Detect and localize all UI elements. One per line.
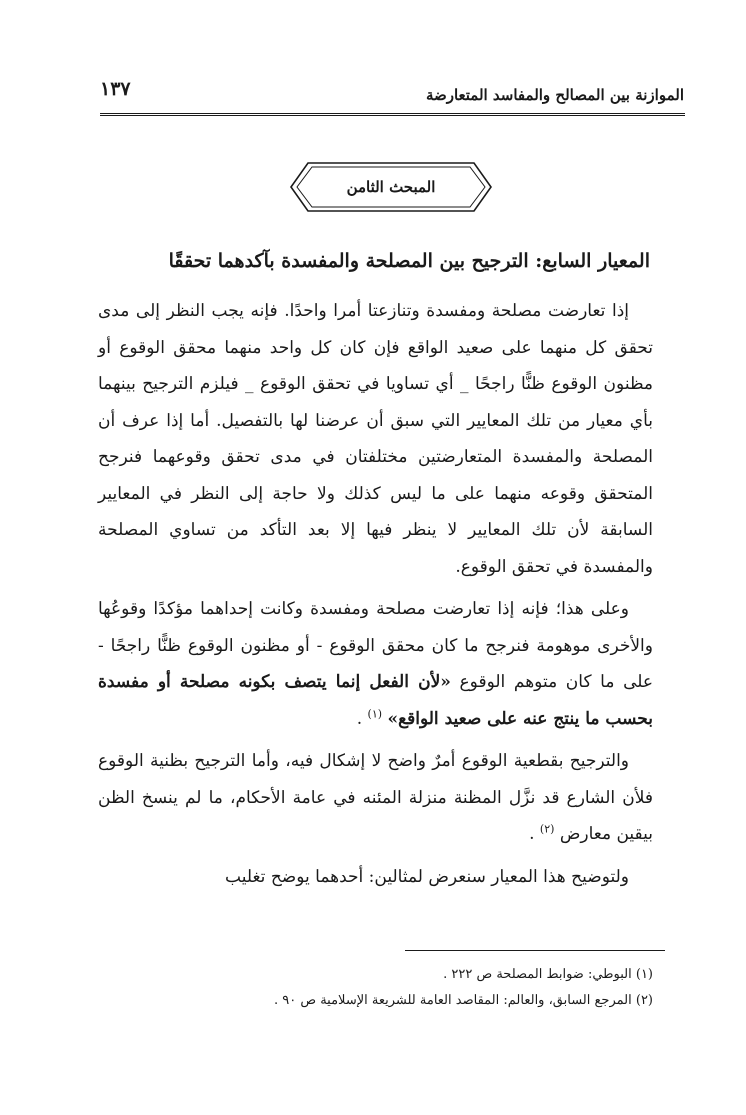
paragraph-4: ولتوضيح هذا المعيار سنعرض لمثالين: أحدهما يوضح تغليب (225, 866, 629, 887)
paragraph-3-end: . (529, 824, 535, 844)
header-rule (100, 113, 685, 116)
footnote-1: (١) البوطي: ضوابط المصلحة ص ٢٢٢ . (443, 967, 653, 982)
page-number: ١٣٧ (100, 78, 131, 100)
footnote-rule (405, 950, 665, 951)
paragraph-2-end: . (356, 708, 363, 729)
footnote-ref-2: (٢) (539, 822, 555, 836)
footnotes (98, 962, 653, 1014)
section-heading: المعيار السابع: الترجيح بين المصلحة والمفسدة بآكدهما تحققًا (168, 250, 650, 272)
paragraph-2 (98, 591, 653, 737)
paragraph-3-text: والترجيح بقطعية الوقوع أمرٌ واضح لا إشكال فيه، وأما الترجيح بظنية الوقوع فلأن الشارع قد نزَّل المظنة منزلة المئنه في عامة الأحكام، ما لم ينسخ الظن بيقين معارض (98, 751, 653, 844)
paragraph-2-text: وعلى هذا؛ فإنه إذا تعارضت مصلحة ومفسدة وكانت إحداهما مؤكدًا وقوعُها والأخرى موهومة فنرجح ما كان محقق الوقوع - أو مظنون الوقوع ظنًّا راجحًا - على ما كان متوهم الوقوع (98, 599, 654, 692)
footnote-ref-1: (١) (367, 706, 383, 720)
paragraph-2-quote: «لأن الفعل إنما يتصف بكونه مصلحة أو مفسدة بحسب ما ينتج عنه على صعيد الواقع» (98, 672, 653, 729)
paragraph-1: إذا تعارضت مصلحة ومفسدة وتنازعتا أمرا واحدًا. فإنه يجب النظر إلى مدى تحقق كل منهما على صعيد الواقع فإن كان كل واحد منهما محقق الوقوع أو مظنون الوقوع ظنًّا راجحًا _ أي تساويا في تحقق الوقوع _ فيلزم الترجيح بينهما بأي معيار من تلك المعايير التي سبق أن عرضنا لها بالتفصيل. أما إذا عرف أن المصلحة والمفسدة المتعارضتين مختلفتان في مدى تحقق وقوعهما فنرجح المتحقق وقوعه منهما على ما ليس كذلك ولا حاجة إلى النظر في المعايير السابقة لأن تلك المعايير لا ينظر فيها إلا بعد التأكد من تساوي المصلحة والمفسدة في تحقق الوقوع. (98, 301, 653, 577)
running-header-title: الموازنة بين المصالح والمفاسد المتعارضة (425, 86, 684, 104)
paragraph-3 (98, 743, 653, 853)
body-text (98, 293, 653, 901)
footnote-2: (٢) المرجع السابق، والعالم: المقاصد العامة للشريعة الإسلامية ص ٩٠ . (273, 993, 653, 1008)
section-label-frame (288, 160, 494, 214)
section-label: المبحث الثامن (346, 178, 436, 196)
